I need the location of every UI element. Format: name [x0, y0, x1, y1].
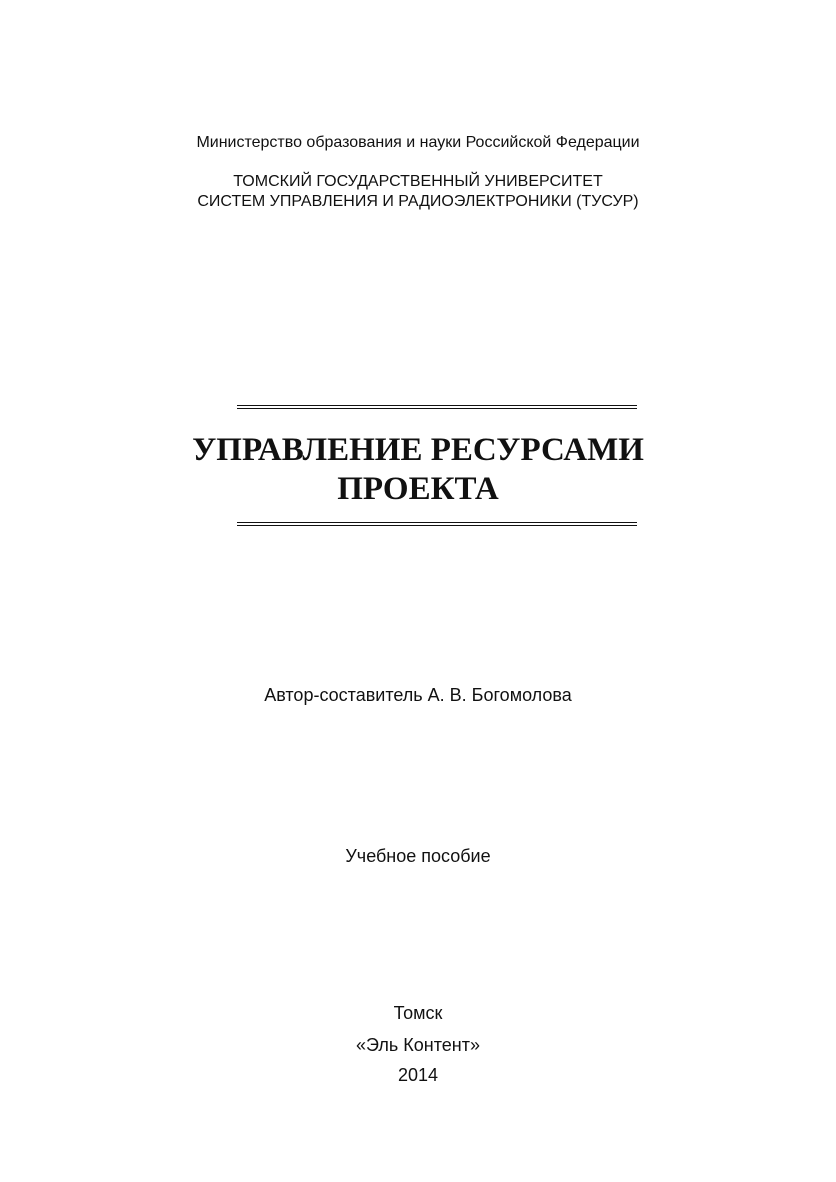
author: Автор-составитель А. В. Богомолова	[264, 685, 572, 705]
title-line-1: УПРАВЛЕНИЕ РЕСУРСАМИ	[192, 432, 644, 468]
title-bottom-rule	[237, 522, 637, 526]
publication-type: Учебное пособие	[345, 846, 491, 866]
imprint-publisher: «Эль Контент»	[356, 1035, 480, 1055]
imprint-year: 2014	[397, 1065, 439, 1085]
imprint-city: Томск	[393, 1003, 443, 1023]
university-name-line-1: ТОМСКИЙ ГОСУДАРСТВЕННЫЙ УНИВЕРСИТЕТ	[233, 173, 603, 190]
title-top-rule	[237, 405, 637, 409]
title-line-2: ПРОЕКТА	[337, 471, 499, 507]
university-name-line-2: СИСТЕМ УПРАВЛЕНИЯ И РАДИОЭЛЕКТРОНИКИ (ТУСУР)	[197, 193, 639, 210]
ministry-name: Министерство образования и науки Российской Федерации	[196, 134, 640, 151]
